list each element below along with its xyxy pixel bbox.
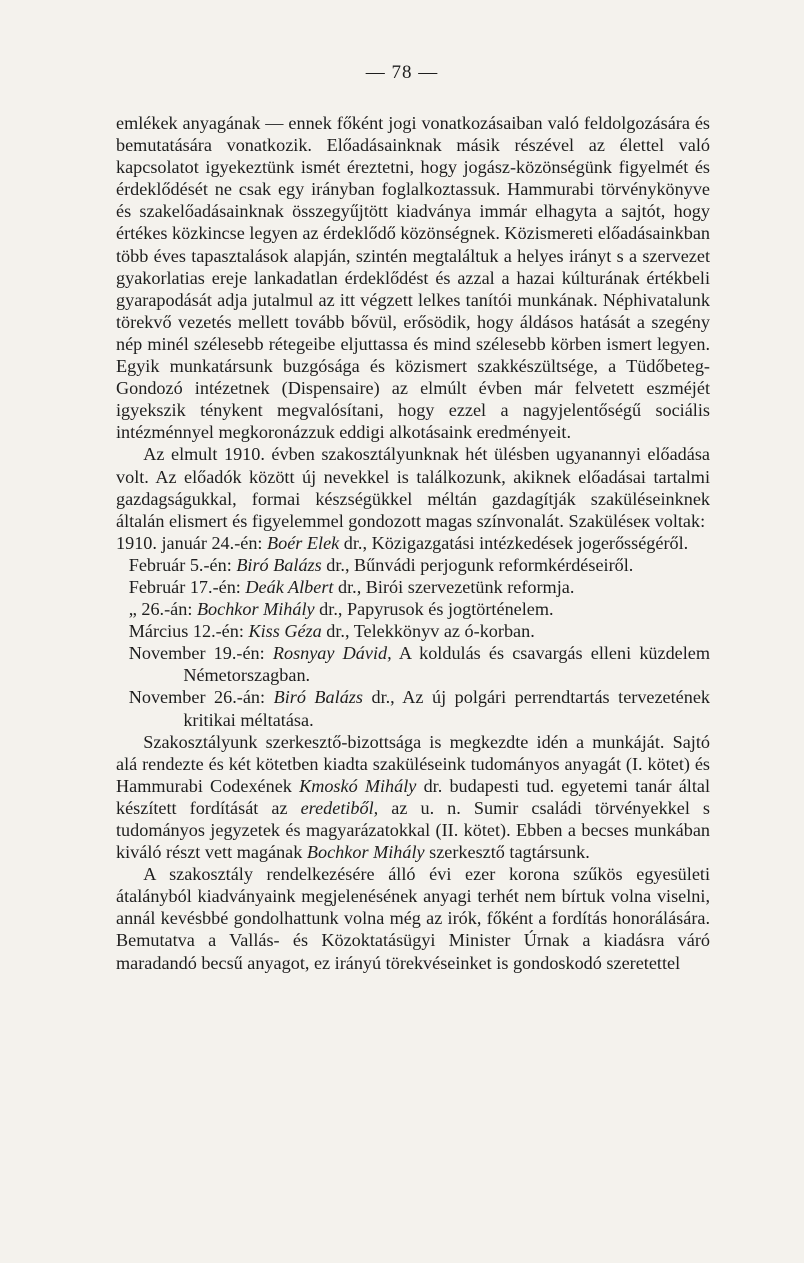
session-speaker: Deák Albert xyxy=(245,576,334,597)
session-speaker: Kiss Géza xyxy=(248,621,322,642)
text-run: szerkesztő tagtársunk. xyxy=(429,842,590,863)
session-topic: dr., Az új polgári perrendtartás tervezetének kritikai méltatása. xyxy=(183,687,711,730)
session-date: Március 12.-én: xyxy=(128,621,244,642)
session-list xyxy=(116,532,710,731)
session-topic: dr., Birói szervezetünk reformja. xyxy=(338,576,575,597)
session-date: November 26.-án: xyxy=(128,687,266,708)
session-date: „ 26.-án: xyxy=(128,599,193,620)
session-item xyxy=(116,642,710,686)
session-date: 1910. január 24.-én: xyxy=(116,532,263,553)
text-run: az u. n. Sumir családi törvényekkel s tudományos jegyzetek és magyarázatokkal (II. kötet). Ebben a becses munkában kiváló részt vett magának xyxy=(116,797,711,863)
session-item xyxy=(116,598,710,620)
text-run: dr. budapesti tud. egyetemi tanár által készített fordítását az xyxy=(116,775,710,818)
session-speaker: Bochkor Mihály xyxy=(196,599,315,620)
person-name: Kmoskó Mihály xyxy=(299,775,417,796)
session-topic: dr., Közigazgatási intézkedések jogerősségéről. xyxy=(343,532,689,553)
session-speaker: Boér Elek xyxy=(267,532,340,553)
paragraph-1: emlékek anyagának — ennek főként jogi vonatkozásaiban való feldolgozására és bemutatására vonatkozik. Előadásainknak másik részével az élettel való kapcsolatot igyekeztünk ismét éreztetni, hogy jogász-közönségünk figyelmét és érdeklődését ne csak egy irányban foglalkoztassuk. Hammurabi törvénykönyve és szakelőadásainknak összegyűjtött kiadványa immár elhagyta a sajtót, hogy értékes közkincse legyen az érdeklődő közönségnek. Közismereti előadásainkban több éves tapasztalások alapján, szintén megtaláltuk a helyes irányt s a szervezet gyakorlatias ereje lankadatlan érdeklődést és azzal a hazai kúlturának értékbeli gyarapodását adja jutalmul az itt végzett lelkes tanítói munkának. Néphivatalunk törekvő vezetés mellett tovább bővül, erősödik, hogy áldásos hatását a szegény nép minél szélesebb rétegeibe eljuttassa és mind szélesebb körben ismert legyen. Egyik munkatársunk buzgósága és közismert szakkészültsége, a Tüdőbeteg-Gondozó intézetnek (Dispensaire) az elmúlt évben már felvetett eszméjét igyekszik ténykent megvalósítani, hogy ezzel a nagyjelentőségű sociális intézménnyel megkoronázzuk eddigi alkotásaink eredményeit. xyxy=(116,113,710,443)
page-number: — 78 — xyxy=(365,62,439,83)
body-text xyxy=(116,112,710,974)
session-date: Február 5.-én: xyxy=(128,554,232,575)
session-speaker: Biró Balázs xyxy=(273,687,363,708)
session-item xyxy=(116,620,710,642)
paragraph-3 xyxy=(116,731,710,864)
session-topic: dr., Papyrusok és jogtörténelem. xyxy=(319,599,554,620)
emphasis-text: eredetiből, xyxy=(300,797,379,818)
person-name: Bochkor Mihály xyxy=(306,842,425,863)
session-date: Február 17.-én: xyxy=(128,576,241,597)
text-run: Szakosztályunk szerkesztő-bizottsága is megkezdte idén a munkáját. Sajtó alá rendezte és két kötetben kiadta szaküléseink tudományos anyagát (I. kötet) és Hammurabi Codexének xyxy=(116,731,710,796)
session-date: November 19.-én: xyxy=(128,643,265,664)
paragraph-4: A szakosztály rendelkezésére álló évi ezer korona szűkös egyesületi átalányból kiadványaink megjelenésének anyagi terhét nem bírtuk volna viselni, annál kevésbbé gondolhattunk volna még az irók, főként a fordítás honorálására. Bemutatva a Vallás- és Közoktatásügyi Minister Úrnak a kiadásra váró maradandó becsű anyagot, ez irányú törekvéseinket is gondoskodó szeretettel xyxy=(116,864,710,973)
session-topic: A koldulás és csavargás elleni küzdelem Németorszagban. xyxy=(183,643,711,686)
session-item xyxy=(116,554,710,576)
session-speaker: Biró Balázs xyxy=(236,554,322,575)
session-speaker: Rosnyay Dávid, xyxy=(272,643,392,664)
session-item xyxy=(116,532,710,554)
session-topic: dr., Bűnvádi perjogunk reformkérdéseiről. xyxy=(326,554,634,575)
paragraph-2: Az elmult 1910. évben szakosztályunknak hét ülésben ugyanannyi előadása volt. Az előadók között új nevekkel is találkozunk, akiknek előadásai tartalmi gazdagságukkal, formai készségükkel méltán gazdagítják szaküléseinknek általán elismert és figyelemmel gondozott magas színvonalát. Szaküléseк voltak: xyxy=(116,444,710,531)
session-item xyxy=(116,686,710,730)
session-topic: dr., Telekkönyv az ó-korban. xyxy=(326,621,535,642)
session-item xyxy=(116,576,710,598)
